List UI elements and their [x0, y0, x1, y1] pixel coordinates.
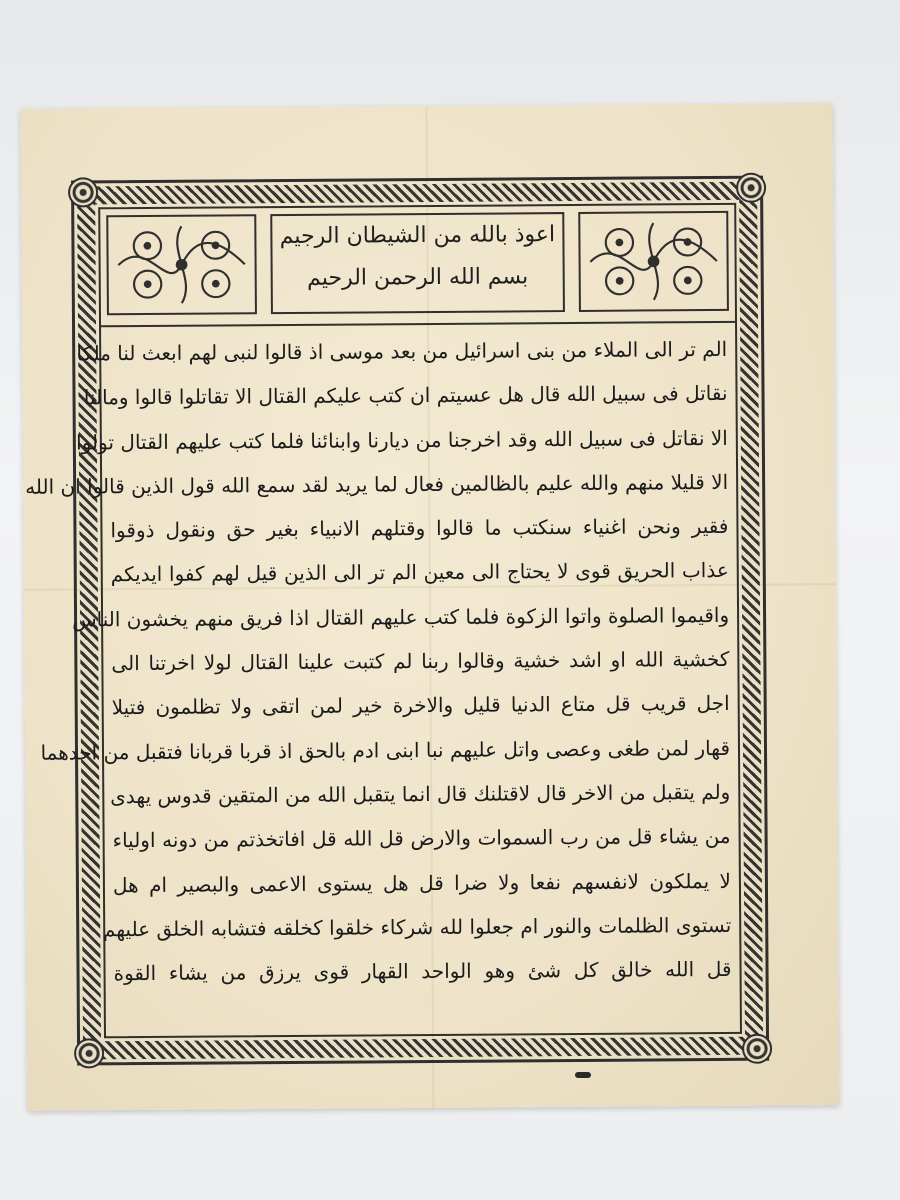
- text-line: الم تر الى الملاء من بنى اسرائيل من بعد موسى اذ قالوا لنبى لهم ابعث لنا ملكا: [76, 336, 728, 366]
- title-cartouche: [270, 212, 565, 314]
- text-line: الا قليلا منهم والله عليم بالظالمين فعال لما يريد لقد سمع الله قول الذين قالوا ان الله: [25, 469, 729, 499]
- text-line: تستوى الظلمات والنور ام جعلوا لله شركاء خلقوا كخلقه فتشابه الخلق عليهم: [102, 912, 732, 942]
- basmala-text: بسم الله الرحمن الرحيم: [307, 264, 529, 291]
- paper-sheet: [21, 103, 840, 1111]
- text-line: قل الله خالق كل شئ وهو الواحد القهار قوى يرزق من يشاء القوة: [113, 957, 732, 986]
- ink-smudge: [575, 1072, 591, 1078]
- text-line: الا نقاتل فى سبيل الله وقد اخرجنا من ديارنا وابنائنا فلما كتب عليهم القتال تولوا: [76, 425, 728, 455]
- text-line: عذاب الحريق قوى لا يحتاج الى معين الم تر الى الذين قيل لهم كفوا ايديكم: [110, 558, 729, 587]
- corner-rosette-icon: [68, 177, 98, 207]
- text-line: فقير ونحن اغنياء سنكتب ما قالوا وقتلهم الانبياء بغير حق ونقول ذوقوا: [110, 514, 729, 543]
- text-line: كخشية الله او اشد خشية وقالوا ربنا لم كتبت علينا القتال لولا اخرتنا الى: [111, 646, 730, 676]
- floral-ornament-icon: [106, 214, 257, 315]
- corner-rosette-icon: [74, 1038, 104, 1068]
- text-line: نقاتل فى سبيل الله قال هل عسيتم ان كتب عليكم القتال الا تقاتلوا قالوا ومالنا: [83, 381, 728, 410]
- text-line: من يشاء قل من رب السموات والارض قل الله قل افاتخذتم من دونه اولياء: [112, 824, 731, 853]
- taawwudh-text: اعوذ بالله من الشيطان الرجيم: [279, 222, 556, 250]
- corner-rosette-icon: [742, 1034, 772, 1064]
- text-line: قهار لمن طغى وعصى واتل عليهم نبا ابنى ادم بالحق اذ قربا قربانا فتقبل من احدهما: [40, 735, 731, 765]
- text-body: [25, 327, 742, 1034]
- text-line: واقيموا الصلوة واتوا الزكوة فلما كتب عليهم القتال اذا فريق منهم يخشون الناس: [72, 602, 730, 632]
- corner-rosette-icon: [736, 173, 766, 203]
- text-line: اجل قريب قل متاع الدنيا قليل والاخرة خير لمن اتقى ولا تظلمون فتيلا: [111, 691, 730, 720]
- text-line: لا يملكون لانفسهم نفعا ولا ضرا قل هل يستوى الاعمى والبصير ام هل: [112, 868, 732, 897]
- floral-ornament-icon: [578, 211, 729, 312]
- header-section: [98, 203, 737, 327]
- text-line: ولم يتقبل من الاخر قال لاقتلنك قال انما يتقبل الله من المتقين قدوس يهدى: [110, 779, 731, 809]
- ornamental-frame: [25, 176, 769, 1066]
